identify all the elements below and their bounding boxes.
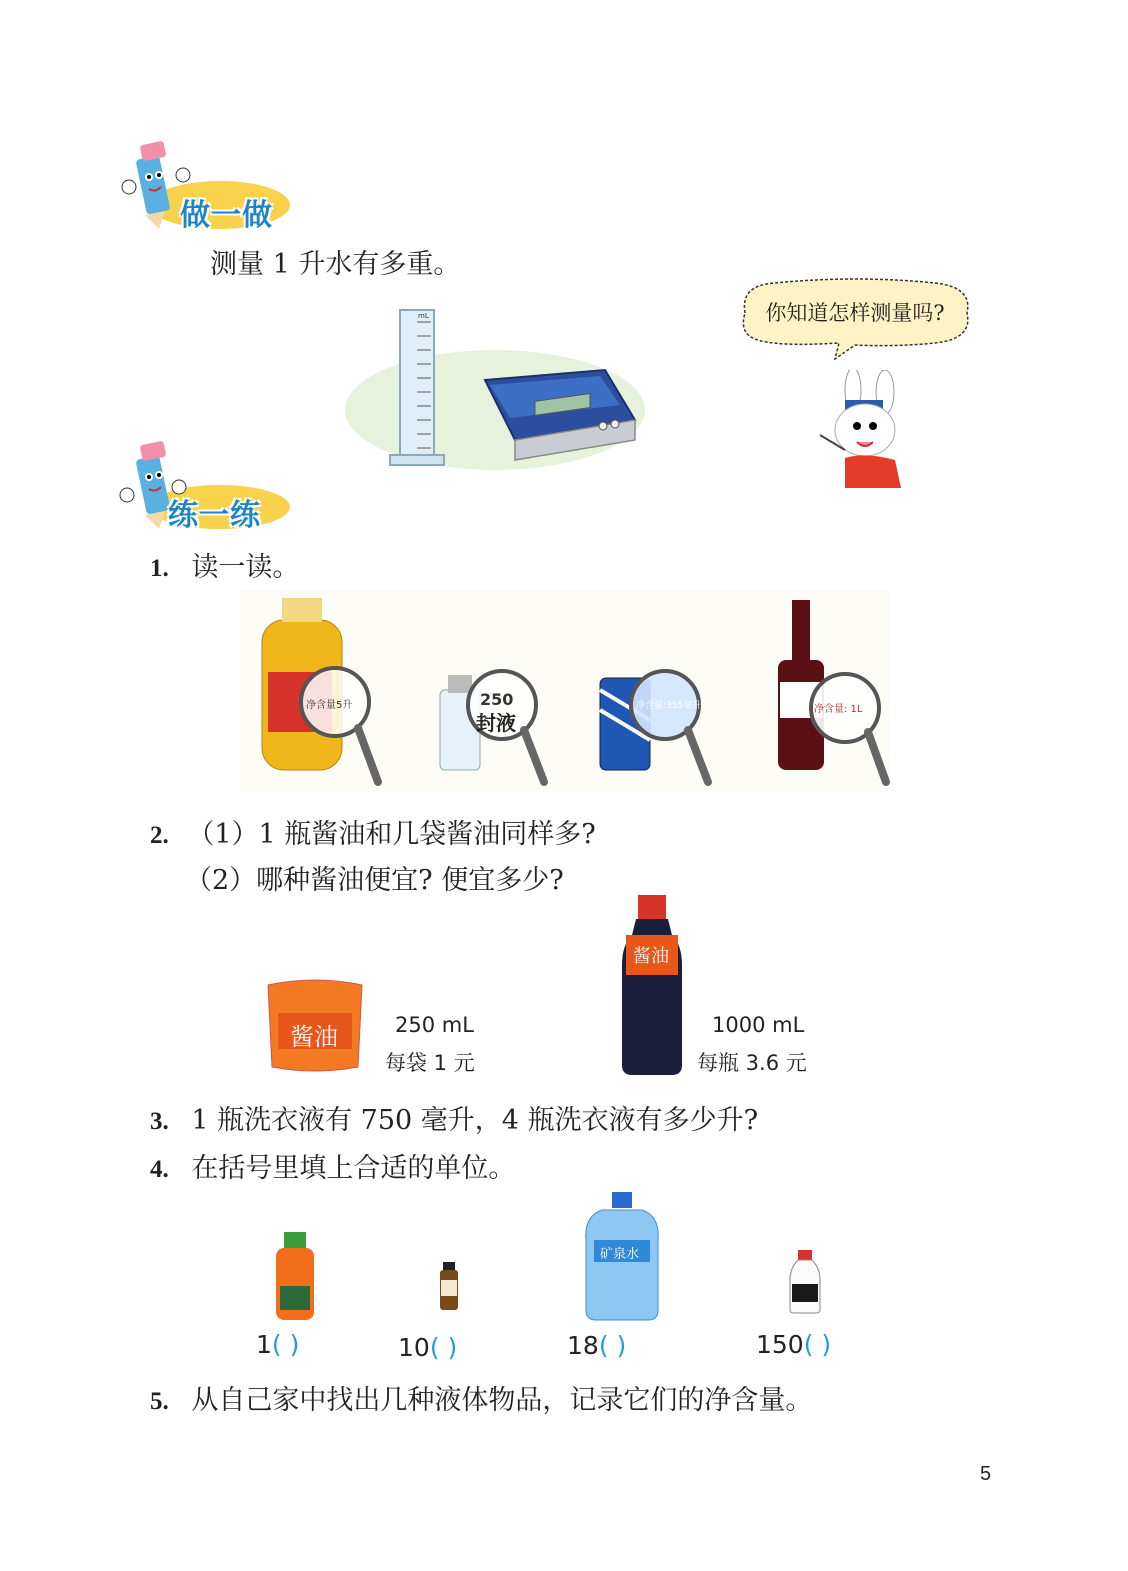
water-jug-label: 矿泉水 [600,1247,640,1262]
q4-blank-3[interactable]: ( ) [598,1331,627,1360]
wine-label: 净含量: 1L [814,704,863,715]
measure-illustration [345,300,645,480]
q4-item-1 [256,1330,299,1359]
q1-line [150,545,299,584]
cylinder-unit: mL [418,312,429,320]
oil-label: 净含量5升 [306,700,353,711]
q1-number: 1. [150,555,169,582]
water-jug [582,1192,662,1322]
soy-bag-label: 酱油 [290,1023,338,1051]
inject-value: 250 [480,690,514,709]
q5-line [150,1378,812,1417]
bag-volume: 250 mL [395,1013,474,1037]
juice-bottle [270,1232,320,1322]
section-title-practice: 练一练 [168,498,261,533]
q4-item-2 [398,1333,457,1362]
rabbit-icon [815,370,915,490]
q5-number: 5. [150,1388,169,1415]
q4-value-1: 1 [256,1330,272,1359]
bag-price: 每袋 1 元 [385,1051,475,1075]
q4-value-4: 150 [756,1330,804,1359]
q4-number: 4. [150,1156,169,1183]
q4-item-3 [567,1331,626,1360]
speech-bubble [735,275,975,360]
q4-value-2: 10 [398,1333,430,1362]
q2-line1 [150,812,596,851]
soy-bag [260,975,370,1075]
q2-text-1: （1）1 瓶酱油和几袋酱油同样多? [187,819,596,850]
speech-text: 你知道怎样测量吗? [765,301,945,325]
inject-word: 封液 [476,711,516,735]
q1-products [240,590,890,790]
q3-line [150,1098,758,1137]
bottle-volume: 1000 mL [712,1013,805,1037]
q1-text: 读一读。 [191,552,300,583]
q4-text: 在括号里填上合适的单位。 [191,1153,516,1184]
rabbit-mascot [815,370,915,490]
q4-line [150,1146,515,1185]
q4-value-3: 18 [567,1331,599,1360]
q3-number: 3. [150,1108,169,1135]
bottle-price: 每瓶 3.6 元 [697,1051,807,1075]
can-label: 净含量:355毫升 [636,701,702,711]
q4-blank-2[interactable]: ( ) [429,1333,458,1362]
q3-text: 1 瓶洗衣液有 750 毫升，4 瓶洗衣液有多少升? [191,1105,759,1136]
task-text: 测量 1 升水有多重。 [210,249,461,280]
q4-item-4 [756,1330,831,1359]
medicine-vial [438,1262,460,1312]
q4-blank-1[interactable]: ( ) [271,1330,300,1359]
soy-bottle-label: 酱油 [633,946,669,967]
milk-bottle [788,1250,822,1314]
q5-text: 从自己家中找出几种液体物品，记录它们的净含量。 [191,1385,813,1416]
section-title-do: 做一做 [180,198,273,233]
q4-blank-4[interactable]: ( ) [803,1330,832,1359]
soy-bottle [600,895,705,1080]
page-number: 5 [980,1463,992,1485]
q2-number: 2. [150,822,169,849]
q2-text-2: （2）哪种酱油便宜? 便宜多少? [185,865,564,896]
